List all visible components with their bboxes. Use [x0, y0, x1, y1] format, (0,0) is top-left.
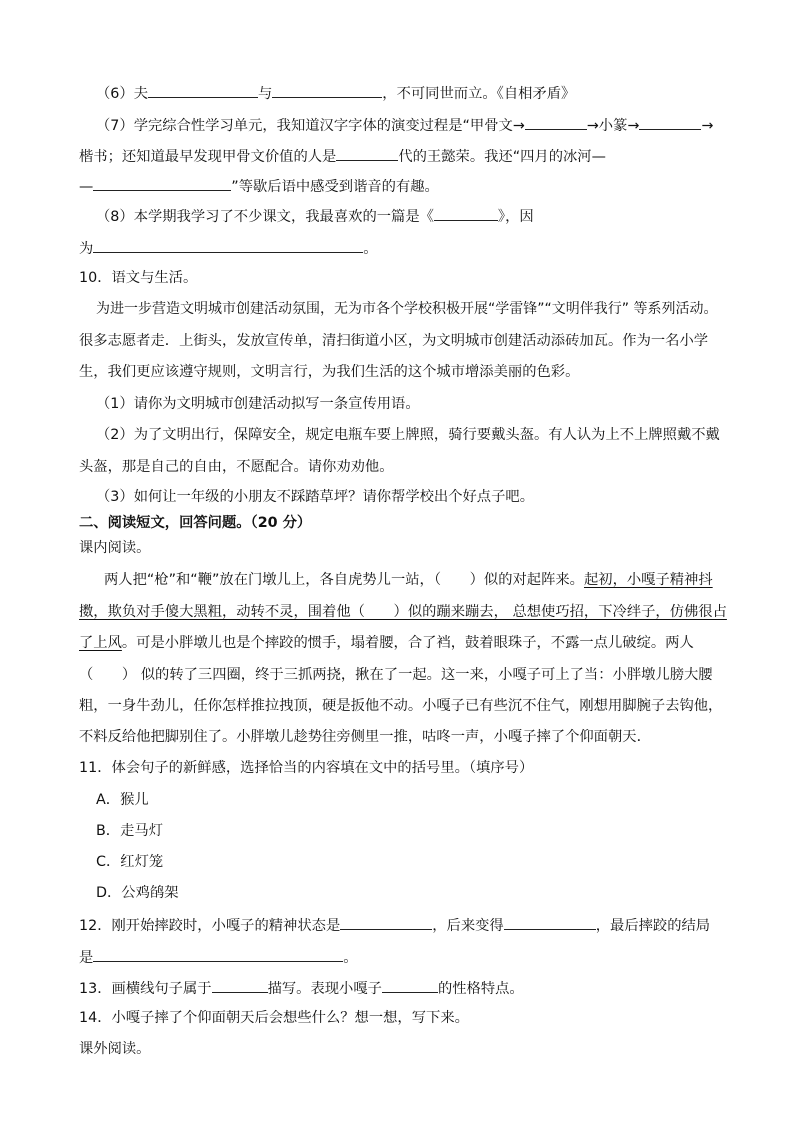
- q6-blank-1[interactable]: [148, 81, 258, 98]
- passage-line-3: [79, 632, 694, 654]
- q10-paragraph-2: 很多志愿者走．上街头，发放宣传单，清扫街道小区，为文明城市创建活动添砖加瓦。作为一名小学: [79, 333, 709, 349]
- q6-text-a: （6）夫: [96, 86, 148, 102]
- q10-paragraph-3: 生，我们更应该遵守规则，文明言行，为我们生活的这个城市增添美丽的色彩。: [79, 364, 580, 380]
- passage-line-6: 不料反给他把脚别住了。小胖墩儿趁势往旁侧里一推，咕咚一声，小嘎子摔了个仰面朝天．: [79, 729, 651, 745]
- q12-text-b: ，后来变得: [432, 918, 504, 934]
- q8-text-c: 为: [79, 241, 94, 257]
- q7-text-g: ”等歇后语中感受到谐音的有趣。: [231, 179, 439, 195]
- q11-option-d[interactable]: D．公鸡鹐架: [96, 885, 179, 901]
- q8-text-b: 》，因: [497, 209, 534, 225]
- q12-text-a: 12．刚开始摔跤时，小嘎子的精神状态是: [79, 918, 341, 934]
- q6-text-c: ，不可同世而立。《自相矛盾》: [382, 86, 576, 102]
- q12-line-2: [79, 945, 358, 969]
- q13-text-a: 13．画横线句子属于: [79, 981, 212, 997]
- q14-stem: 14．小嘎子摔了个仰面朝天后会想些什么？想一想，写下来。: [79, 1010, 469, 1026]
- passage-line-5: 粗，一身牛劲儿，任你怎样推拉拽顶，硬是扳他不动。小嘎子已有些沉不住气，刚想用脚腕子去钩他，: [79, 698, 723, 714]
- q8-blank-1[interactable]: [434, 204, 498, 221]
- q6-blank-2[interactable]: [272, 81, 382, 98]
- q13-text-b: 描写。表现小嘎子: [267, 981, 382, 997]
- q12-line-1: [79, 913, 710, 937]
- q7-blank-2[interactable]: [639, 113, 701, 130]
- q12-text-c: ，最后摔跤的结局: [595, 918, 711, 934]
- q10-sub-3: （3）如何让一年级的小朋友不踩踏草坪？请你帮学校出个好点子吧。: [96, 489, 534, 505]
- q12-blank-1[interactable]: [340, 913, 432, 930]
- q7-text-f: —: [79, 179, 94, 195]
- q8-text-d: 。: [363, 241, 378, 257]
- q13-text-c: 的性格特点。: [437, 981, 524, 997]
- q7-text-a: （7）学完综合性学习单元，我知道汉字字体的演变过程是“甲骨文→: [96, 118, 525, 134]
- q11-option-a[interactable]: A．猴儿: [96, 792, 149, 808]
- passage-line-3a-underlined: 了上风: [79, 635, 122, 651]
- q10-sub-1: （1）请你为文明城市创建活动拟写一条宣传用语。: [96, 396, 420, 412]
- q7-blank-1[interactable]: [525, 113, 587, 130]
- q7-blank-4[interactable]: [93, 174, 231, 191]
- section-2-sub: 课内阅读。: [79, 540, 151, 556]
- q12-blank-3[interactable]: [93, 945, 343, 962]
- q7-text-b: →小篆→: [586, 118, 640, 134]
- q7-text-e: 代的王懿荣。我还“四月的冰河—: [398, 149, 606, 165]
- passage-line-2-underlined: 擞，欺负对手傻大黑粗，动转不灵，围着他（ ）似的蹦来蹦去， 总想使巧招，下冷绊子，仿佛很占: [79, 604, 727, 620]
- q8-line-1: [96, 204, 534, 228]
- q13-blank-1[interactable]: [212, 976, 268, 993]
- passage-line-3b: 。可是小胖墩儿也是个摔跤的惯手，塌着腰，合了裆，鼓着眼珠子，不露一点儿破绽。两人: [121, 635, 694, 651]
- q8-line-2: [79, 236, 378, 260]
- q12-blank-2[interactable]: [504, 913, 596, 930]
- passage-line-1a: 两人把“枪”和“鞭”放在门墩儿上，各自虎势儿一站，（ ）似的对起阵来。: [104, 572, 584, 588]
- q10-sub-2a: （2）为了文明出行，保障安全，规定电瓶车要上牌照，骑行要戴头盔。有人认为上不上牌照戴不戴: [96, 427, 720, 443]
- q6-line: [96, 81, 575, 105]
- q8-blank-2[interactable]: [93, 236, 363, 253]
- passage-line-4: （ ） 似的转了三四圈，终于三抓两挠，揪在了一起。这一来，小嘎子可上了当：小胖墩儿膀大腰: [79, 667, 713, 683]
- q12-text-e: 。: [343, 950, 358, 966]
- q6-text-b: 与: [258, 86, 273, 102]
- q7-text-d: 楷书；还知道最早发现甲骨文价值的人是: [79, 149, 337, 165]
- q10-sub-2b: 头盔，那是自己的自由，不愿配合。请你劝劝他。: [79, 459, 394, 475]
- q7-text-c: →: [701, 118, 714, 134]
- q7-line-2: [79, 144, 606, 168]
- extra-reading-label: 课外阅读。: [79, 1041, 151, 1057]
- q11-stem: 11．体会句子的新鲜感，选择恰当的内容填在文中的括号里。（填序号）: [79, 760, 534, 776]
- passage-line-1b-underlined: 起初，小嘎子精神抖: [583, 572, 713, 588]
- q11-option-b[interactable]: B．走马灯: [96, 823, 163, 839]
- q8-text-a: （8）本学期我学习了不少课文，我最喜欢的一篇是《: [96, 209, 434, 225]
- q7-line-3: [79, 174, 439, 198]
- q13-blank-2[interactable]: [382, 976, 438, 993]
- q10-paragraph-1: 为进一步营造文明城市创建活动氛围，无为市各个学校积极开展“学雷锋”“文明伴我行” 等系列活动。: [96, 301, 718, 317]
- q7-blank-3[interactable]: [336, 144, 398, 161]
- q11-option-c[interactable]: C．红灯笼: [96, 854, 164, 870]
- q12-text-d: 是: [79, 950, 94, 966]
- q13-line: [79, 976, 524, 1000]
- passage-line-1: [104, 569, 713, 591]
- q10-title: 10．语文与生活。: [79, 270, 198, 286]
- q7-line-1: [96, 113, 713, 137]
- section-2-heading: 二、阅读短文，回答问题。（20 分）: [79, 515, 312, 531]
